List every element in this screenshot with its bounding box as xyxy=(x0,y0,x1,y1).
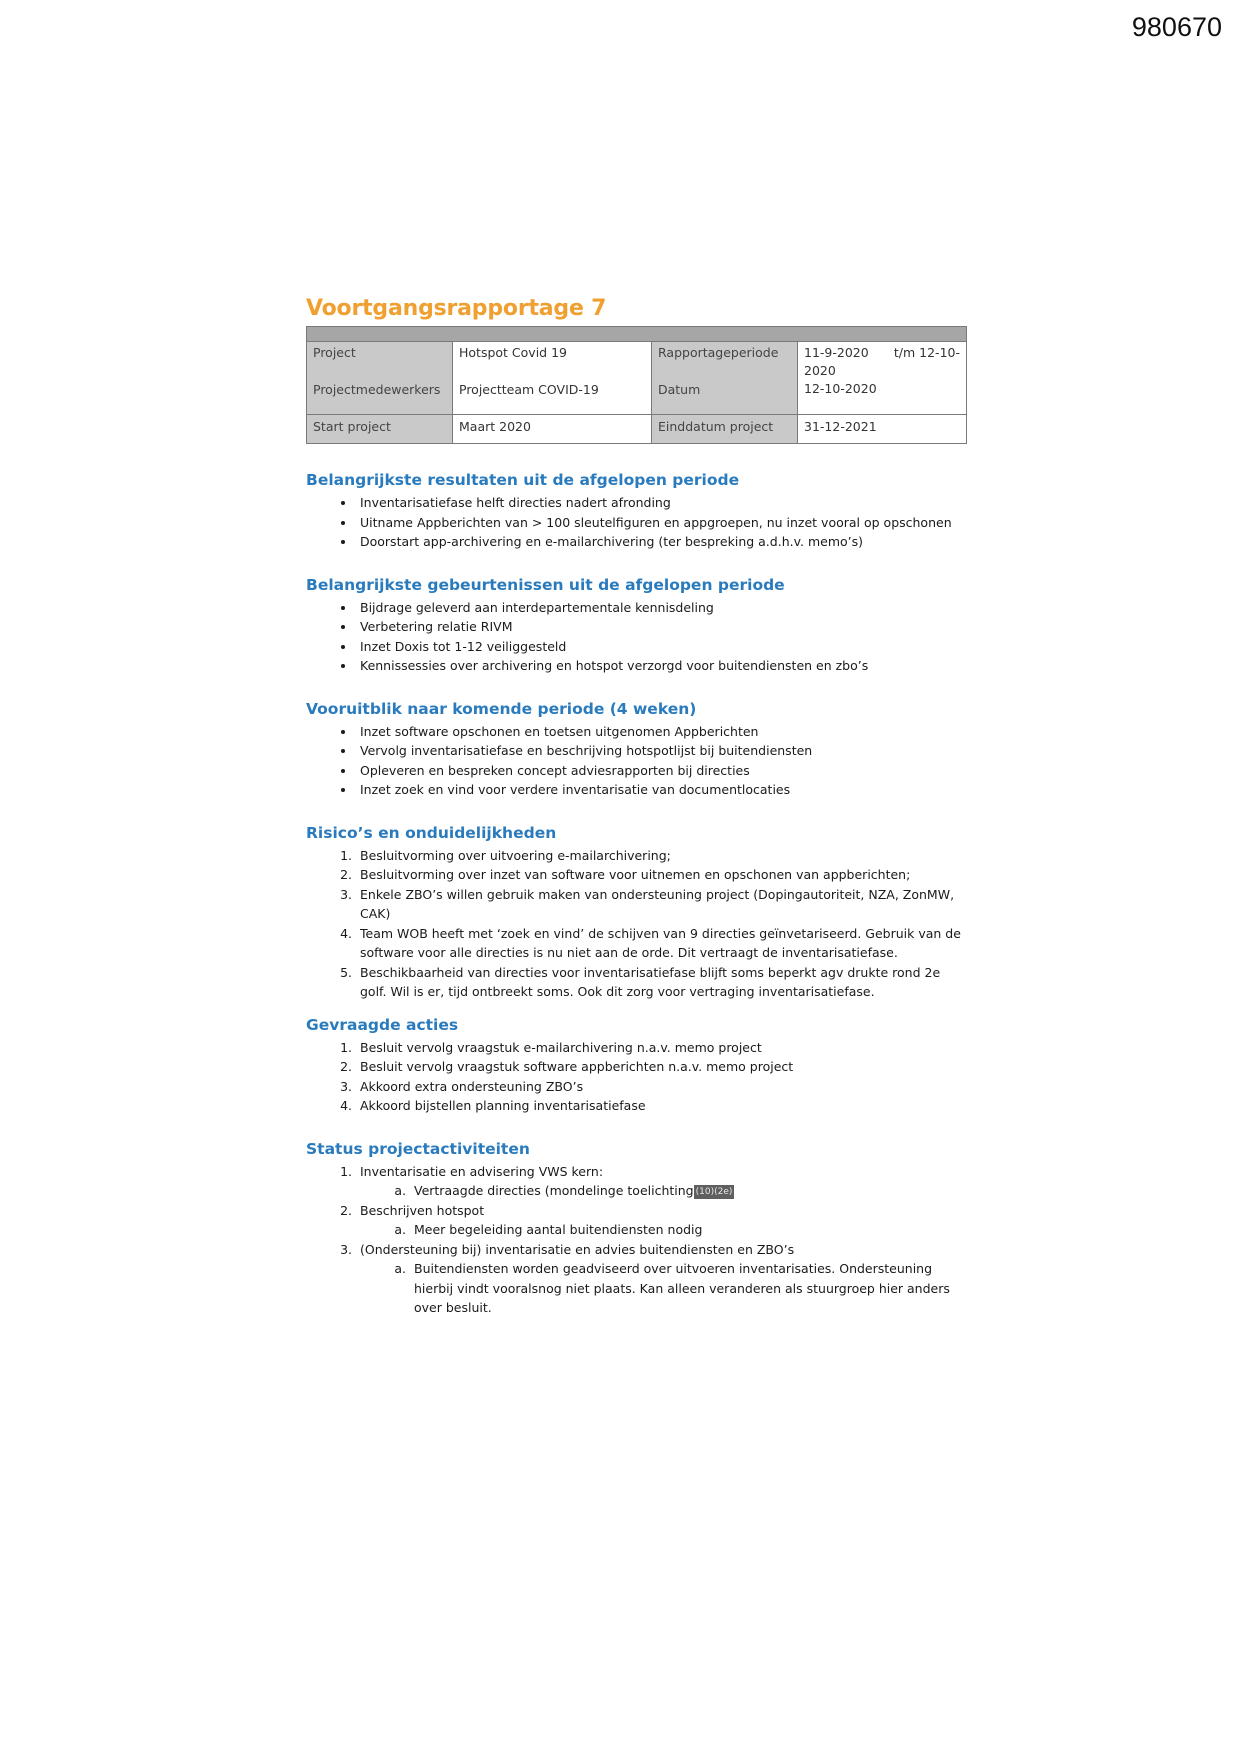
status-subitem-text: Vertraagde directies (mondelinge toelichting xyxy=(414,1183,694,1198)
status-item-text: Inventarisatie en advisering VWS kern: xyxy=(360,1163,604,1179)
list-item xyxy=(356,1240,966,1318)
table-header-bar xyxy=(307,327,967,342)
results-list xyxy=(306,493,966,552)
staff-value: Projectteam COVID-19 xyxy=(459,382,599,397)
list-item xyxy=(356,1162,966,1201)
period-from: 11-9-2020 xyxy=(804,345,869,360)
section-heading-results: Belangrijkste resultaten uit de afgelopen periode xyxy=(306,471,740,489)
list-item: a. Meer begeleiding aantal buitendiensten nodig xyxy=(410,1220,966,1240)
list-item: • Inzet Doxis tot 1-12 veiliggesteld xyxy=(356,637,966,657)
report-content xyxy=(306,296,966,1318)
actions-list xyxy=(306,1038,966,1116)
redaction-mark: (10)(2e) xyxy=(695,1186,733,1197)
list-item: 5. Beschikbaarheid van directies voor inventarisatiefase blijft soms beperkt agv drukte rond 2e golf. Wil is er, tijd ontbreekt soms. Ook dit zorg voor vertraging inventarisatiefase. xyxy=(356,963,966,1002)
list-item: 1. Besluit vervolg vraagstuk e-mailarchivering n.a.v. memo project xyxy=(356,1038,966,1058)
period-value-cell xyxy=(798,342,967,415)
list-item: 3. Akkoord extra ondersteuning ZBO’s xyxy=(356,1077,966,1097)
list-item: • Uitname Appberichten van > 100 sleutelfiguren en appgroepen, nu inzet vooral op opschonen xyxy=(356,513,966,533)
outlook-list xyxy=(306,722,966,800)
start-label: Start project xyxy=(307,415,453,444)
project-info-table xyxy=(306,326,967,444)
list-item: • Vervolg inventarisatiefase en beschrijving hotspotlijst bij buitendiensten xyxy=(356,741,966,761)
report-title: Voortgangsrapportage 7 xyxy=(306,296,607,321)
period-to: t/m 12-10- xyxy=(893,345,960,360)
status-sublist xyxy=(360,1259,966,1318)
list-item: a. Buitendiensten worden geadviseerd over uitvoeren inventarisaties. Ondersteuning hierbij vindt vooralsnog niet plaats. Kan alleen veranderen als stuurgroep hier anders over besluit. xyxy=(410,1259,966,1318)
period-to-year: 2020 xyxy=(804,363,836,378)
staff-label: Projectmedewerkers xyxy=(313,382,441,397)
list-item: 4. Akkoord bijstellen planning inventarisatiefase xyxy=(356,1096,966,1116)
project-label-cell xyxy=(307,342,453,415)
list-item: • Doorstart app-archivering en e-mailarchivering (ter bespreking a.d.h.v. memo’s) xyxy=(356,532,966,552)
status-sublist xyxy=(360,1220,966,1240)
project-label: Project xyxy=(313,345,356,360)
section-heading-actions: Gevraagde acties xyxy=(306,1015,459,1034)
list-item xyxy=(356,1201,966,1240)
end-label: Einddatum project xyxy=(652,415,798,444)
list-item: • Opleveren en bespreken concept adviesrapporten bij directies xyxy=(356,761,966,781)
project-value-cell xyxy=(453,342,652,415)
project-value: Hotspot Covid 19 xyxy=(459,345,567,360)
table-row xyxy=(307,342,967,415)
end-value: 31-12-2021 xyxy=(798,415,967,444)
risks-list xyxy=(306,846,966,1002)
period-label: Rapportageperiode xyxy=(658,345,779,360)
list-item: • Inventarisatiefase helft directies nadert afronding xyxy=(356,493,966,513)
list-item: 2. Besluitvorming over inzet van software voor uitnemen en opschonen van appberichten; xyxy=(356,865,966,885)
section-heading-outlook: Vooruitblik naar komende periode (4 weken) xyxy=(306,699,697,718)
list-item: • Inzet zoek en vind voor verdere inventarisatie van documentlocaties xyxy=(356,780,966,800)
list-item: 4. Team WOB heeft met ‘zoek en vind’ de schijven van 9 directies geïnvetariseerd. Gebruik van de software voor alle directies is nu niet aan de orde. Dit vertraagt de inventarisatiefase. xyxy=(356,924,966,963)
list-item: • Inzet software opschonen en toetsen uitgenomen Appberichten xyxy=(356,722,966,742)
list-item xyxy=(410,1181,966,1201)
section-heading-events: Belangrijkste gebeurtenissen uit de afgelopen periode xyxy=(306,575,785,594)
start-value: Maart 2020 xyxy=(453,415,652,444)
list-item: 2. Besluit vervolg vraagstuk software appberichten n.a.v. memo project xyxy=(356,1057,966,1077)
status-item-text: Beschrijven hotspot xyxy=(360,1202,485,1218)
table-row xyxy=(307,415,967,444)
section-heading-status: Status projectactiviteiten xyxy=(306,1139,530,1158)
section-heading-risks: Risico’s en onduidelijkheden xyxy=(306,823,557,842)
list-item: 3. Enkele ZBO’s willen gebruik maken van ondersteuning project (Dopingautoriteit, NZA, ZonMW, CAK) xyxy=(356,885,966,924)
status-list xyxy=(306,1162,966,1318)
list-item: • Kennissessies over archivering en hotspot verzorgd voor buitendiensten en zbo’s xyxy=(356,656,966,676)
date-label: Datum xyxy=(658,382,701,397)
list-item: 1. Besluitvorming over uitvoering e-mailarchivering; xyxy=(356,846,966,866)
events-list xyxy=(306,598,966,676)
list-item: • Bijdrage geleverd aan interdepartementale kennisdeling xyxy=(356,598,966,618)
status-sublist xyxy=(360,1181,966,1201)
status-item-text: (Ondersteuning bij) inventarisatie en advies buitendiensten en ZBO’s xyxy=(360,1241,795,1257)
date-value: 12-10-2020 xyxy=(804,381,877,396)
period-label-cell xyxy=(652,342,798,415)
list-item: • Verbetering relatie RIVM xyxy=(356,617,966,637)
document-id: 980670 xyxy=(1131,12,1222,42)
